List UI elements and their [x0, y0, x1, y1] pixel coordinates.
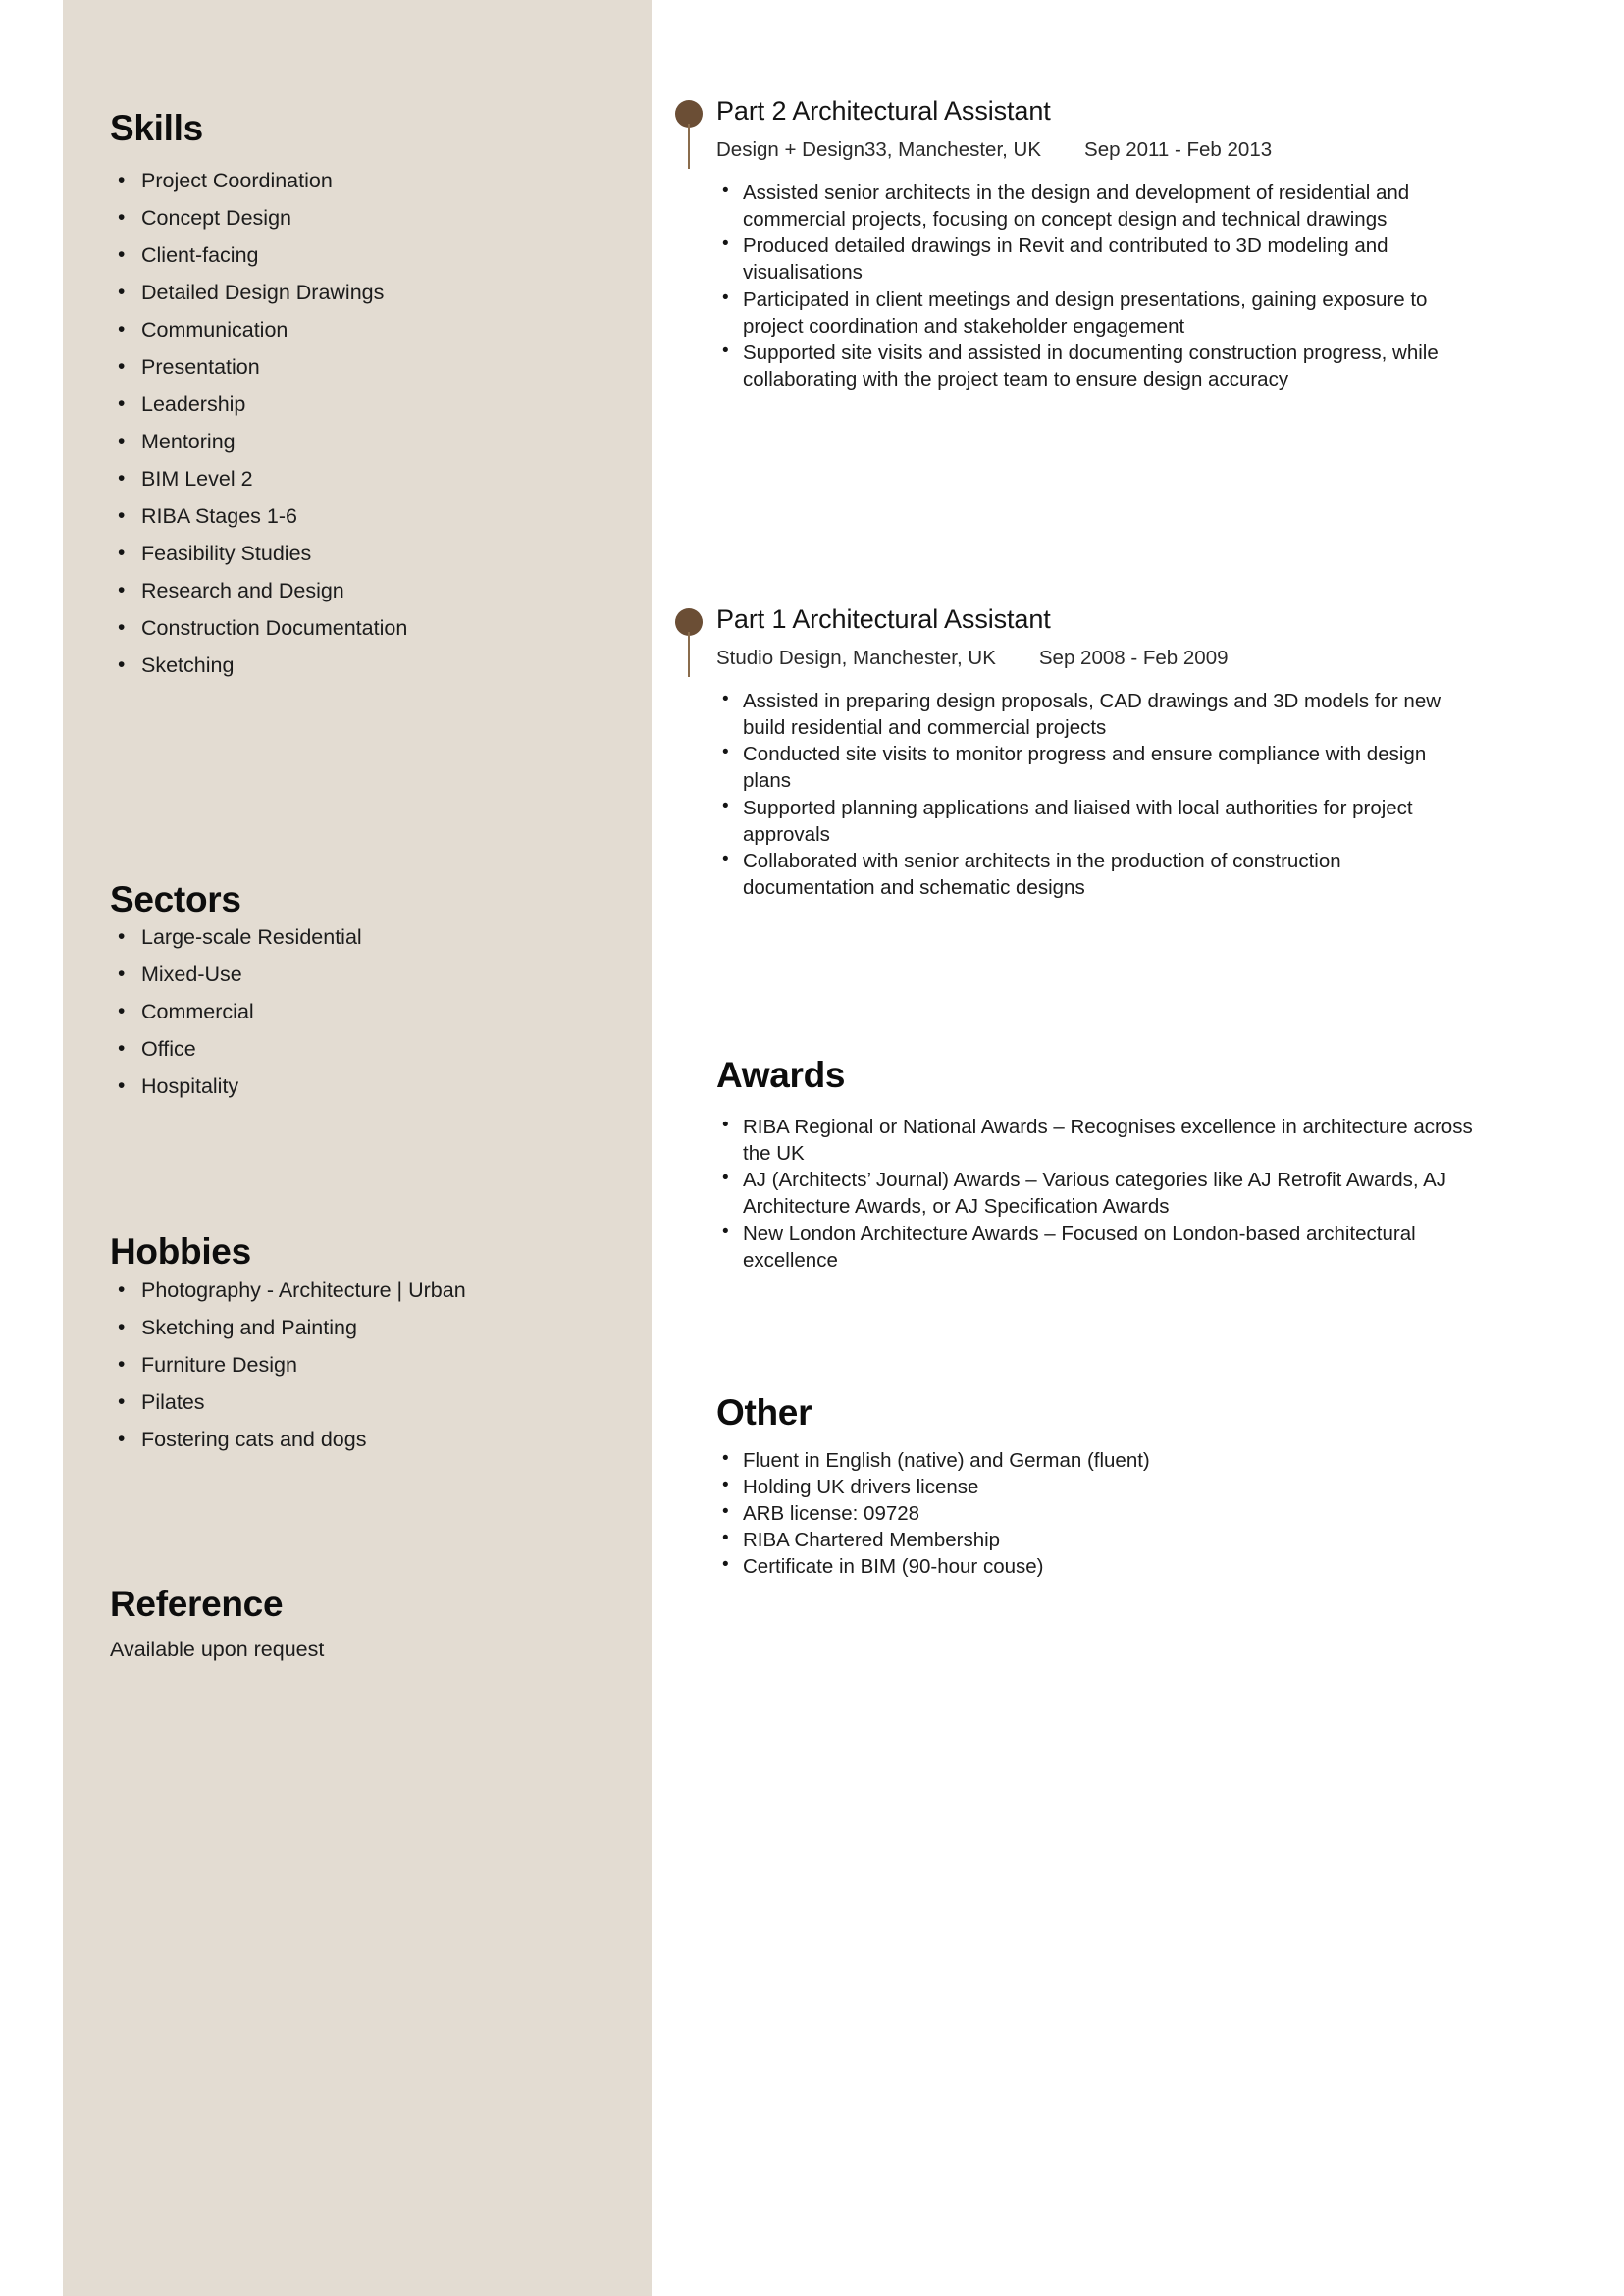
job-meta [716, 648, 1501, 670]
job-bullet-list [716, 688, 1462, 902]
experience-entry [716, 96, 1501, 393]
job-meta [716, 139, 1501, 162]
list-item: • Communication [110, 320, 407, 341]
list-item: • Leadership [110, 394, 407, 416]
list-item: • Assisted in preparing design proposals, CAD drawings and 3D models for new build residential and commercial projects [716, 688, 1462, 742]
other-list [716, 1447, 1492, 1580]
list-item: • Mentoring [110, 432, 407, 453]
list-item: • Pilates [110, 1392, 466, 1414]
list-item: • Client-facing [110, 245, 407, 267]
list-item: • Presentation [110, 357, 407, 379]
other-section [716, 1393, 1492, 1580]
awards-list [716, 1114, 1492, 1275]
list-item: • Construction Documentation [110, 618, 407, 640]
experience-entry [716, 604, 1501, 902]
list-item: • Participated in client meetings and design presentations, gaining exposure to project coordination and stakeholder engagement [716, 287, 1472, 340]
timeline-pin-icon [675, 608, 705, 679]
list-item: • Fostering cats and dogs [110, 1430, 466, 1451]
reference-text: Available upon request [110, 1638, 325, 1661]
list-item: • BIM Level 2 [110, 469, 407, 491]
list-item: • Commercial [110, 1002, 362, 1023]
skills-list [110, 171, 407, 693]
job-title: Part 1 Architectural Assistant [716, 604, 1051, 634]
list-item: • AJ (Architects’ Journal) Awards – Various categories like AJ Retrofit Awards, AJ Architecture Awards, or AJ Specification Awards [716, 1167, 1492, 1221]
sectors-list [110, 927, 362, 1114]
list-item: • Research and Design [110, 581, 407, 602]
section-heading-other: Other [716, 1392, 812, 1433]
list-item: • RIBA Chartered Membership [716, 1527, 1492, 1553]
list-item: • Produced detailed drawings in Revit and contributed to 3D modeling and visualisations [716, 233, 1472, 287]
list-item: • RIBA Regional or National Awards – Recognises excellence in architecture across the UK [716, 1114, 1492, 1168]
list-item: • Concept Design [110, 208, 407, 230]
sidebar-heading-hobbies: Hobbies [110, 1231, 251, 1272]
main-column [652, 0, 1624, 2296]
list-item: • Hospitality [110, 1076, 362, 1098]
list-item: • Sketching and Painting [110, 1318, 466, 1339]
list-item: • Mixed-Use [110, 965, 362, 986]
list-item: • Conducted site visits to monitor progress and ensure compliance with design plans [716, 741, 1462, 795]
job-title: Part 2 Architectural Assistant [716, 96, 1051, 126]
list-item: • Certificate in BIM (90-hour couse) [716, 1553, 1492, 1580]
list-item: • Furniture Design [110, 1355, 466, 1377]
list-item: • Project Coordination [110, 171, 407, 192]
list-item: • ARB license: 09728 [716, 1500, 1492, 1527]
job-dates: Sep 2008 - Feb 2009 [1038, 647, 1229, 670]
sidebar-heading-skills: Skills [110, 108, 203, 148]
list-item: • Assisted senior architects in the design and development of residential and commercial projects, focusing on concept design and technical drawings [716, 180, 1472, 234]
list-item: • Collaborated with senior architects in the production of construction documentation and schematic designs [716, 848, 1462, 902]
list-item: • Large-scale Residential [110, 927, 362, 949]
list-item: • Detailed Design Drawings [110, 283, 407, 304]
sidebar-heading-sectors: Sectors [110, 879, 241, 919]
job-company: Design + Design33, Manchester, UK [716, 138, 1042, 162]
list-item: • Fluent in English (native) and German (fluent) [716, 1447, 1492, 1474]
section-heading-awards: Awards [716, 1055, 846, 1095]
list-item: • Feasibility Studies [110, 544, 407, 565]
sidebar-heading-reference: Reference [110, 1584, 284, 1624]
job-company: Studio Design, Manchester, UK [716, 647, 996, 670]
sidebar [63, 0, 652, 2296]
job-bullet-list [716, 180, 1472, 393]
list-item: • Holding UK drivers license [716, 1474, 1492, 1500]
list-item: • New London Architecture Awards – Focused on London-based architectural excellence [716, 1221, 1492, 1275]
timeline-stem-icon [688, 124, 690, 169]
list-item: • Supported planning applications and liaised with local authorities for project approvals [716, 795, 1462, 849]
list-item: • Office [110, 1039, 362, 1061]
list-item: • Photography - Architecture | Urban [110, 1280, 466, 1302]
awards-section [716, 1056, 1492, 1274]
list-item: • RIBA Stages 1-6 [110, 506, 407, 528]
job-dates: Sep 2011 - Feb 2013 [1084, 138, 1273, 162]
timeline-pin-icon [675, 100, 705, 171]
timeline-stem-icon [688, 632, 690, 677]
list-item: • Supported site visits and assisted in documenting construction progress, while collaborating with the project team to ensure design accuracy [716, 339, 1472, 393]
hobbies-list [110, 1280, 466, 1467]
list-item: • Sketching [110, 655, 407, 677]
